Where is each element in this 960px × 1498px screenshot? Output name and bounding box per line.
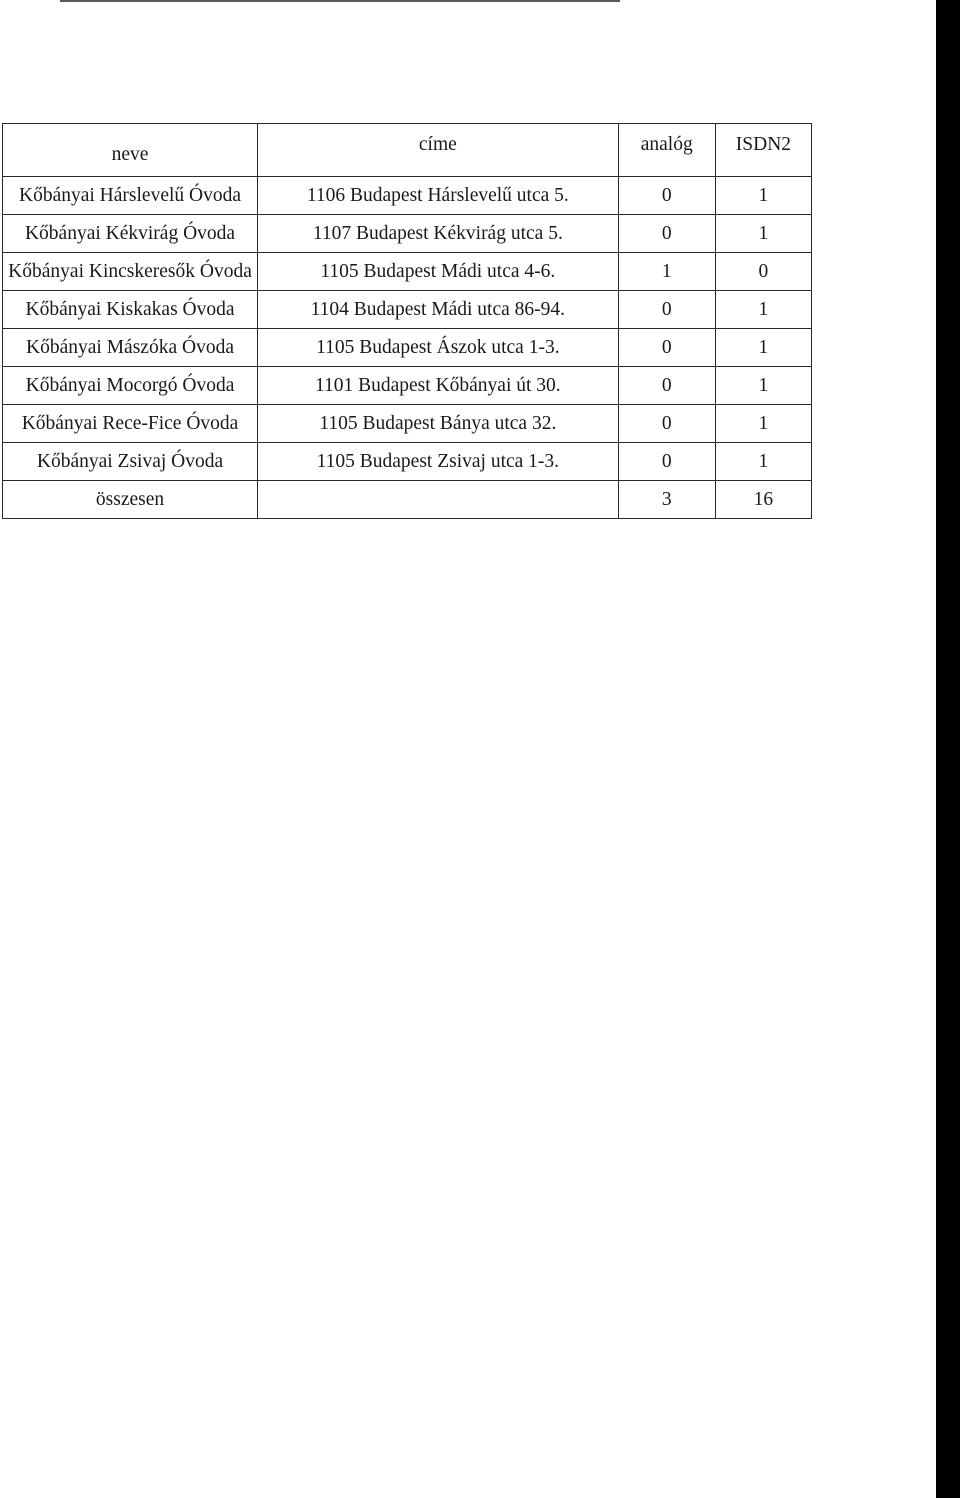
cell-isdn: 1 [715,443,811,481]
cell-name: Kőbányai Kékvirág Óvoda [3,215,258,253]
cell-address: 1101 Budapest Kőbányai út 30. [258,367,619,405]
total-row [3,481,812,519]
scan-edge-bar [936,0,960,1498]
cell-isdn: 0 [715,253,811,291]
cell-analog: 0 [618,443,715,481]
cell-analog: 0 [618,329,715,367]
cell-address: 1104 Budapest Mádi utca 86-94. [258,291,619,329]
cell-isdn: 1 [715,405,811,443]
header-name: neve [3,124,258,177]
cell-address: 1107 Budapest Kékvirág utca 5. [258,215,619,253]
cell-isdn: 1 [715,215,811,253]
cell-address: 1105 Budapest Bánya utca 32. [258,405,619,443]
cell-name: Kőbányai Kiskakas Óvoda [3,291,258,329]
cell-address: 1105 Budapest Mádi utca 4-6. [258,253,619,291]
cell-name: Kőbányai Kincskeresők Óvoda [3,253,258,291]
header-address: címe [258,124,619,177]
cell-name: Kőbányai Rece-Fice Óvoda [3,405,258,443]
cell-isdn: 1 [715,291,811,329]
table-row [3,177,812,215]
table-row [3,291,812,329]
cell-analog: 0 [618,177,715,215]
table-row [3,253,812,291]
cell-analog: 0 [618,291,715,329]
cell-address: 1105 Budapest Ászok utca 1-3. [258,329,619,367]
cell-address: 1106 Budapest Hárslevelű utca 5. [258,177,619,215]
header-row [3,124,812,177]
cell-address: 1105 Budapest Zsivaj utca 1-3. [258,443,619,481]
total-address [258,481,619,519]
top-scan-rule [60,0,620,2]
table-row [3,367,812,405]
cell-name: Kőbányai Hárslevelű Óvoda [3,177,258,215]
cell-name: Kőbányai Mászóka Óvoda [3,329,258,367]
cell-name: Kőbányai Mocorgó Óvoda [3,367,258,405]
table-row [3,215,812,253]
cell-isdn: 1 [715,329,811,367]
total-label: összesen [3,481,258,519]
cell-isdn: 1 [715,367,811,405]
header-analog: analóg [618,124,715,177]
cell-isdn: 1 [715,177,811,215]
total-analog: 3 [618,481,715,519]
kindergarten-phone-lines-table [2,123,812,519]
table-row [3,443,812,481]
header-isdn: ISDN2 [715,124,811,177]
cell-analog: 0 [618,367,715,405]
cell-analog: 0 [618,405,715,443]
total-isdn: 16 [715,481,811,519]
cell-analog: 0 [618,215,715,253]
cell-name: Kőbányai Zsivaj Óvoda [3,443,258,481]
table-row [3,405,812,443]
cell-analog: 1 [618,253,715,291]
table-row [3,329,812,367]
